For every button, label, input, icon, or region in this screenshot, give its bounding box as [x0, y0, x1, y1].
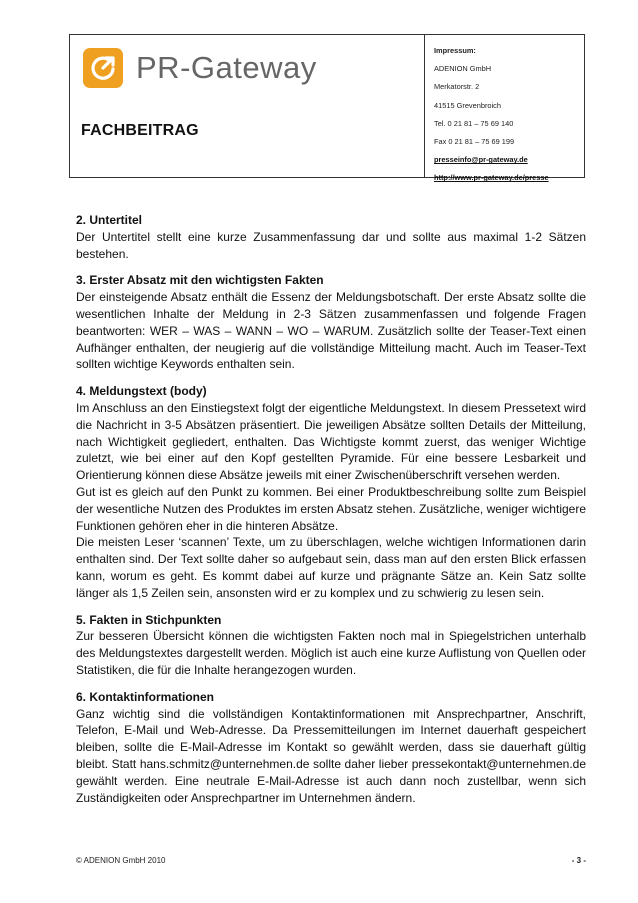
paragraph: Der Untertitel stellt eine kurze Zusammenfassung dar und sollte aus maximal 1-2 Sätzen bestehen.	[76, 229, 586, 261]
imprint-email-link[interactable]: presseinfo@pr-gateway.de	[434, 155, 528, 165]
paragraph: Im Anschluss an den Einstiegstext folgt der eigentliche Meldungstext. In diesem Pressetext wird die Nachricht in 3-5 Absätzen präsentiert. Die jeweiligen Absätze sollten Details der Mitteilung, nach Wichtigkeit gegliedert, enthalten. Das Wichtigste kommt zuerst, das weniger Wichtige zuletzt, wie bei einer auf den Kopf gestellten Pyramide. Für eine bessere Lesbarkeit und Orientierung können diese Absätze jeweils mit einer Zwischenüberschrift versehen werden.	[76, 400, 586, 483]
imprint-fax: Fax 0 21 81 – 75 69 199	[434, 136, 515, 146]
imprint-website-link[interactable]: http://www.pr-gateway.de/presse	[434, 173, 549, 183]
imprint-city: 41515 Grevenbroich	[434, 100, 501, 110]
section-first-paragraph	[76, 272, 586, 373]
logo-badge	[83, 48, 123, 88]
section-heading: 6. Kontaktinformationen	[76, 689, 215, 704]
imprint-phone: Tel. 0 21 81 – 75 69 140	[434, 118, 514, 128]
paragraph: Der einsteigende Absatz enthält die Essenz der Meldungsbotschaft. Der erste Absatz sollte die wesentlichen Inhalte der Meldung in 2-3 Sätzen zusammenfassen und folgende Fragen beantworten: WER – WAS – WANN – WO – WARUM. Zusätzlich sollte der Teaser-Text einen Aufhänger enthalten, der neugierig auf die vollständige Mitteilung macht. Auch im Teaser-Text sollten wichtige Keywords enthalten sein.	[76, 290, 586, 372]
circular-arrow-icon	[83, 48, 123, 88]
section-subtitle	[76, 212, 586, 262]
imprint-street: Merkatorstr. 2	[434, 82, 480, 92]
document-type-label: FACHBEITRAG	[81, 122, 199, 139]
section-heading: 4. Meldungstext (body)	[76, 384, 207, 399]
imprint-title: Impressum:	[434, 46, 476, 55]
paragraph: Die meisten Leser ‘scannen’ Texte, um zu überschlagen, welche wichtigen Informationen darin enthalten sind. Der Text sollte daher so aufgebaut sein, dass man auf den ersten Blick erfassen kann, worum es geht. Es kommt dabei auf kurze und prägnante Sätze an. Kein Satz sollte länger als 1,5 Zeilen sein, ansonsten wird er zu komplex und zu schwierig zu lesen sein.	[76, 535, 586, 600]
paragraph: Ganz wichtig sind die vollständigen Kontaktinformationen mit Ansprechpartner, Anschrift, Telefon, E-Mail und Web-Adresse. Da Pressemitteilungen im Internet dauerhaft gespeichert bleiben, sollte die E-Mail-Adresse im Kontakt so gewählt werden, dass sie dauerhaft gültig bleibt. Statt hans.schmitz@unternehmen.de sollte daher lieber pressekontakt@unternehmen.de gewählt werden. Eine neutrale E-Mail-Adresse ist auch dann noch zustellbar, wenn sich Zuständigkeiten oder Ansprechpartner im Unternehmen ändern.	[76, 706, 586, 805]
imprint-block	[434, 42, 584, 188]
section-heading: 5. Fakten in Stichpunkten	[76, 612, 222, 627]
page-footer	[76, 856, 586, 870]
imprint-company: ADENION GmbH	[434, 64, 492, 74]
paragraph: Zur besseren Übersicht können die wichtigsten Fakten noch mal in Spiegelstrichen unterhalb des Meldungstextes dargestellt werden. Möglich ist auch eine kurze Auflistung von Quellen oder Statistiken, die für die Inhalte herangezogen wurden.	[76, 629, 586, 677]
footer-copyright: © ADENION GmbH 2010	[76, 856, 166, 865]
section-fact-bullets	[76, 612, 586, 679]
document-body	[76, 212, 586, 816]
section-contact-info	[76, 689, 586, 807]
section-body-text	[76, 383, 586, 601]
paragraph: Gut ist es gleich auf den Punkt zu kommen. Bei einer Produktbeschreibung sollte zum Beispiel der wesentliche Nutzen des Produktes im ersten Absatz stehen. Zusätzliche, weniger wichtigere Funktionen gehören eher in die hinteren Absätze.	[76, 484, 586, 533]
page-number: - 3 -	[571, 856, 586, 865]
letterhead	[69, 34, 585, 183]
pr-gateway-logo	[83, 48, 333, 88]
section-heading: 3. Erster Absatz mit den wichtigsten Fakten	[76, 273, 324, 288]
header-divider	[424, 35, 425, 177]
section-heading: 2. Untertitel	[76, 213, 143, 227]
logo-wordmark: PR-Gateway	[136, 50, 317, 85]
